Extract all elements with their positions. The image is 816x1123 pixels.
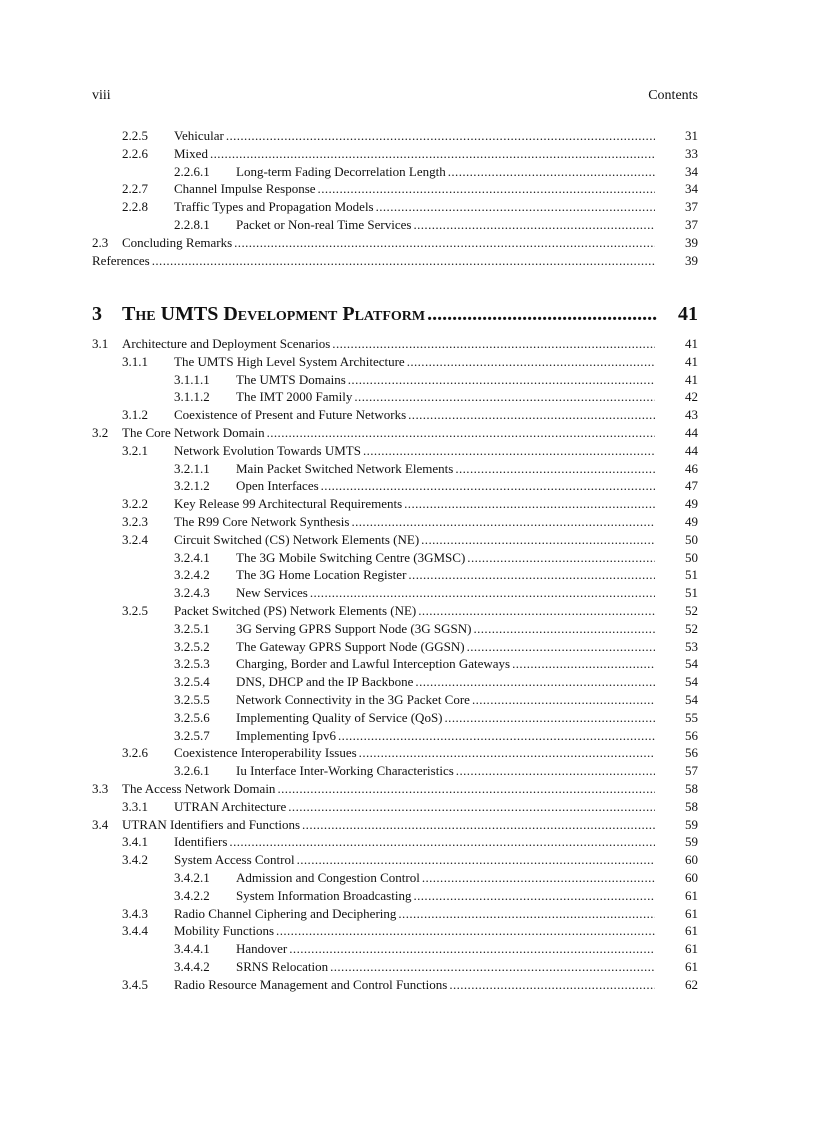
- leader-dots: [408, 566, 655, 584]
- toc-entry-number: 3.2.1: [122, 442, 148, 458]
- leader-dots: [330, 958, 655, 976]
- leader-dots: [321, 477, 655, 495]
- toc-entry[interactable]: [92, 887, 698, 905]
- leader-dots: [413, 887, 655, 905]
- toc-entry-number: 3.2.4.3: [174, 585, 210, 601]
- toc-entry-title: UTRAN Architecture: [174, 798, 287, 814]
- leader-dots: [277, 780, 655, 798]
- toc-entry-title: Coexistence Interoperability Issues: [174, 745, 357, 761]
- toc-entry-number: 3.1.1.2: [174, 389, 210, 405]
- toc-entry[interactable]: [92, 762, 698, 780]
- toc-entry-title: Circuit Switched (CS) Network Elements (NE): [174, 531, 420, 547]
- leader-dots: [288, 798, 655, 816]
- toc-entry-title: Mobility Functions: [174, 923, 275, 939]
- toc-entry-title: Charging, Border and Lawful Interception Gateways: [236, 656, 511, 672]
- toc-entry-title: Key Release 99 Architectural Requirements: [174, 496, 403, 512]
- toc-list-top: [92, 127, 698, 269]
- toc-entry[interactable]: [92, 163, 698, 181]
- toc-entry-title: DNS, DHCP and the IP Backbone: [236, 674, 414, 690]
- toc-entry-page: 34: [685, 181, 698, 197]
- toc-entry-number: 2.2.8: [122, 199, 148, 215]
- toc-entry-page: 60: [685, 852, 698, 868]
- leader-dots: [210, 145, 655, 163]
- toc-entry-title: The UMTS Domains: [236, 371, 346, 387]
- toc-entry-number: 3.3.1: [122, 798, 148, 814]
- toc-entry[interactable]: [92, 234, 698, 252]
- toc-entry-number: 3.1.2: [122, 407, 148, 423]
- toc-entry-number: 3.2.5.7: [174, 727, 210, 743]
- toc-entry-page: 61: [685, 941, 698, 957]
- toc-entry-page: 39: [685, 234, 698, 250]
- toc-entry-number: 2.2.5: [122, 128, 148, 143]
- leader-dots: [415, 673, 655, 691]
- toc-entry[interactable]: [92, 127, 698, 145]
- toc-entry-title: Mixed: [174, 145, 208, 161]
- toc-entry-title: Traffic Types and Propagation Models: [174, 199, 374, 215]
- toc-entry-number: 3.4: [92, 816, 109, 832]
- leader-dots: [289, 940, 655, 958]
- toc-entry[interactable]: [92, 940, 698, 958]
- toc-entry-number: 3.4.2: [122, 852, 148, 868]
- chapter-page-number: 41: [678, 303, 698, 325]
- leader-dots: [445, 709, 655, 727]
- toc-list-main: [92, 335, 698, 993]
- toc-entry-title: Admission and Congestion Control: [236, 869, 420, 885]
- chapter-title: The UMTS Development Platform: [122, 303, 426, 325]
- leader-dots: [472, 691, 655, 709]
- toc-entry[interactable]: [92, 922, 698, 940]
- toc-entry-title: Channel Impulse Response: [174, 181, 316, 197]
- leader-dots: [408, 406, 655, 424]
- running-header: [92, 86, 698, 106]
- toc-entry[interactable]: [92, 549, 698, 567]
- toc-entry[interactable]: [92, 833, 698, 851]
- toc-entry-page: 49: [685, 513, 698, 529]
- toc-entry-title: Long-term Fading Decorrelation Length: [236, 163, 446, 179]
- toc-entry[interactable]: [92, 744, 698, 762]
- toc-entry-page: 39: [685, 252, 698, 268]
- leader-dots: [449, 976, 655, 994]
- toc-entry-title: The Access Network Domain: [122, 780, 276, 796]
- leader-dots: [455, 460, 655, 478]
- toc-entry-title: The UMTS High Level System Architecture: [174, 353, 405, 369]
- toc-entry[interactable]: [92, 531, 698, 549]
- toc-entry-title: Architecture and Deployment Scenarios: [122, 336, 331, 351]
- toc-entry-page: 61: [685, 958, 698, 974]
- toc-entry-title: The R99 Core Network Synthesis: [174, 513, 350, 529]
- section-label: Contents: [648, 88, 698, 103]
- leader-dots: [318, 180, 655, 198]
- toc-entry[interactable]: [92, 869, 698, 887]
- toc-entry[interactable]: [92, 216, 698, 234]
- toc-entry-title: Vehicular: [174, 128, 224, 143]
- toc-entry[interactable]: [92, 252, 698, 270]
- leader-dots: [302, 816, 655, 834]
- toc-entry-number: 3.2.6.1: [174, 763, 210, 779]
- leader-dots: [422, 869, 655, 887]
- toc-entry-page: 51: [685, 585, 698, 601]
- toc-entry[interactable]: [92, 335, 698, 353]
- page-number-label: viii: [92, 88, 111, 103]
- toc-entry-title: SRNS Relocation: [236, 958, 329, 974]
- toc-entry-number: 3.1.1.1: [174, 371, 210, 387]
- leader-dots: [467, 549, 655, 567]
- leader-dots: [297, 851, 655, 869]
- toc-entry-page: 61: [685, 923, 698, 939]
- toc-entry-number: 3.2.4: [122, 531, 148, 547]
- toc-entry-page: 51: [685, 567, 698, 583]
- toc-entry-number: 3.2.5.2: [174, 638, 210, 654]
- toc-entry-title: 3G Serving GPRS Support Node (3G SGSN): [236, 620, 472, 636]
- toc-entry-number: 3.4.2.1: [174, 869, 210, 885]
- toc-entry-number: 3.4.1: [122, 834, 148, 850]
- leader-dots: [376, 198, 655, 216]
- toc-entry-page: 42: [685, 389, 698, 405]
- toc-entry-page: 53: [685, 638, 698, 654]
- toc-entry-page: 52: [685, 602, 698, 618]
- toc-entry-page: 41: [685, 371, 698, 387]
- leader-dots: [512, 655, 655, 673]
- toc-entry-title: Iu Interface Inter-Working Characteristics: [236, 763, 454, 779]
- toc-entry-page: 52: [685, 620, 698, 636]
- leader-dots: [359, 744, 655, 762]
- toc-entry-number: 3.2: [92, 424, 109, 440]
- toc-entry-title: The 3G Home Location Register: [236, 567, 407, 583]
- toc-entry-number: 2.3: [92, 234, 109, 250]
- toc-entry[interactable]: [92, 388, 698, 406]
- toc-entry-number: 2.2.6: [122, 145, 148, 161]
- toc-entry-title: Coexistence of Present and Future Networks: [174, 407, 407, 423]
- toc-entry-number: 3.2.5.6: [174, 709, 210, 725]
- toc-entry[interactable]: [92, 477, 698, 495]
- toc-entry[interactable]: [92, 602, 698, 620]
- toc-entry-number: 3.2.5.3: [174, 656, 210, 672]
- toc-entry-page: 54: [685, 674, 698, 690]
- toc-entry-number: 3.2.1.1: [174, 460, 210, 476]
- toc-entry-number: 3.4.2.2: [174, 887, 210, 903]
- chapter-number: 3: [92, 303, 102, 325]
- toc-entry-title: Radio Channel Ciphering and Deciphering: [174, 905, 397, 921]
- toc-entry-number: 3.2.1.2: [174, 478, 210, 494]
- leader-dots: [229, 833, 655, 851]
- toc-entry[interactable]: [92, 353, 698, 371]
- toc-entry-number: 3.4.4.2: [174, 958, 210, 974]
- toc-entry-number: 2.2.8.1: [174, 216, 210, 232]
- toc-entry-title: Packet or Non-real Time Services: [236, 216, 412, 232]
- toc-entry[interactable]: [92, 495, 698, 513]
- toc-entry-title: Open Interfaces: [236, 478, 319, 494]
- leader-dots: [418, 602, 655, 620]
- toc-entry-title: The 3G Mobile Switching Centre (3GMSC): [236, 549, 466, 565]
- toc-entry-title: The Gateway GPRS Support Node (GGSN): [236, 638, 465, 654]
- leader-dots: [226, 127, 655, 145]
- leader-dots: [310, 584, 655, 602]
- toc-entry-page: 61: [685, 905, 698, 921]
- toc-entry-title: Main Packet Switched Network Elements: [236, 460, 454, 476]
- toc-entry-page: 57: [685, 763, 698, 779]
- leader-dots: [404, 495, 655, 513]
- toc-entry-page: 41: [685, 336, 698, 351]
- toc-entry-title: Handover: [236, 941, 288, 957]
- toc-entry-page: 44: [685, 424, 698, 440]
- toc-entry-number: 2.2.6.1: [174, 163, 210, 179]
- toc-entry-title: Radio Resource Management and Control Functions: [174, 976, 448, 992]
- toc-entry-number: 3.2.5.5: [174, 691, 210, 707]
- leader-dots: [407, 353, 655, 371]
- toc-entry-title: Implementing Quality of Service (QoS): [236, 709, 443, 725]
- toc-entry-title: UTRAN Identifiers and Functions: [122, 816, 301, 832]
- toc-entry-page: 34: [685, 163, 698, 179]
- toc-entry[interactable]: [92, 905, 698, 923]
- toc-entry-title: References: [92, 252, 150, 268]
- toc-entry[interactable]: [92, 460, 698, 478]
- toc-entry-page: 56: [685, 727, 698, 743]
- leader-dots: [354, 388, 655, 406]
- toc-entry-title: Implementing Ipv6: [236, 727, 337, 743]
- leader-dots: [473, 620, 655, 638]
- toc-entry-number: 3.3: [92, 780, 109, 796]
- toc-entry[interactable]: [92, 638, 698, 656]
- leader-dots: [338, 727, 655, 745]
- toc-entry-page: 49: [685, 496, 698, 512]
- toc-entry[interactable]: [92, 198, 698, 216]
- toc-entry-number: 3.2.5.4: [174, 674, 210, 690]
- toc-entry-number: 2.2.7: [122, 181, 148, 197]
- leader-dots: [467, 638, 655, 656]
- toc-entry[interactable]: [92, 424, 698, 442]
- toc-entry-page: 50: [685, 531, 698, 547]
- toc-entry[interactable]: [92, 727, 698, 745]
- leader-dots: [332, 335, 655, 353]
- toc-entry-title: The Core Network Domain: [122, 424, 265, 440]
- toc-entry-page: 37: [685, 199, 698, 215]
- toc-entry-number: 3.2.4.1: [174, 549, 210, 565]
- leader-dots: [267, 424, 655, 442]
- toc-entry-page: 59: [685, 816, 698, 832]
- toc-entry[interactable]: [92, 780, 698, 798]
- toc-entry-page: 31: [685, 128, 698, 143]
- toc-entry-page: 37: [685, 216, 698, 232]
- leader-dots: [152, 252, 655, 270]
- toc-entry-page: 62: [685, 976, 698, 992]
- toc-entry-page: 55: [685, 709, 698, 725]
- chapter-leader-dots: [427, 297, 658, 331]
- toc-entry-page: 58: [685, 780, 698, 796]
- chapter-heading[interactable]: [92, 297, 698, 331]
- toc-entry[interactable]: [92, 976, 698, 994]
- toc-entry[interactable]: [92, 442, 698, 460]
- toc-entry-number: 3.2.6: [122, 745, 148, 761]
- toc-entry-page: 58: [685, 798, 698, 814]
- leader-dots: [413, 216, 655, 234]
- toc-entry-page: 33: [685, 145, 698, 161]
- toc-entry[interactable]: [92, 145, 698, 163]
- toc-entry[interactable]: [92, 673, 698, 691]
- toc-entry-page: 59: [685, 834, 698, 850]
- toc-entry[interactable]: [92, 709, 698, 727]
- toc-entry-title: System Information Broadcasting: [236, 887, 412, 903]
- toc-entry-page: 41: [685, 353, 698, 369]
- toc-entry[interactable]: [92, 180, 698, 198]
- toc-entry-page: 61: [685, 887, 698, 903]
- toc-entry-number: 3.4.4.1: [174, 941, 210, 957]
- leader-dots: [421, 531, 655, 549]
- toc-entry-page: 54: [685, 691, 698, 707]
- leader-dots: [398, 905, 655, 923]
- toc-entry-title: Concluding Remarks: [122, 234, 233, 250]
- toc-entry[interactable]: [92, 816, 698, 834]
- toc-entry-title: Packet Switched (PS) Network Elements (NE): [174, 602, 417, 618]
- toc-entry[interactable]: [92, 584, 698, 602]
- toc-entry-page: 47: [685, 478, 698, 494]
- toc-entry-number: 3.2.5.1: [174, 620, 210, 636]
- toc-entry-page: 46: [685, 460, 698, 476]
- toc-entry-page: 50: [685, 549, 698, 565]
- toc-entry[interactable]: [92, 798, 698, 816]
- leader-dots: [448, 163, 655, 181]
- toc-entry-title: Identifiers: [174, 834, 228, 850]
- toc-entry-number: 3.1: [92, 336, 109, 351]
- toc-entry[interactable]: [92, 691, 698, 709]
- leader-dots: [276, 922, 655, 940]
- toc-entry-title: The IMT 2000 Family: [236, 389, 353, 405]
- toc-entry-title: New Services: [236, 585, 308, 601]
- toc-entry-page: 43: [685, 407, 698, 423]
- toc-entry[interactable]: [92, 566, 698, 584]
- toc-entry-title: Network Evolution Towards UMTS: [174, 442, 361, 458]
- toc-entry-number: 3.1.1: [122, 353, 148, 369]
- toc-entry-title: Network Connectivity in the 3G Packet Core: [236, 691, 470, 707]
- toc-entry[interactable]: [92, 958, 698, 976]
- leader-dots: [351, 513, 655, 531]
- toc-entry-number: 3.4.5: [122, 976, 148, 992]
- leader-dots: [234, 234, 655, 252]
- toc-entry-number: 3.2.4.2: [174, 567, 210, 583]
- toc-entry-page: 60: [685, 869, 698, 885]
- toc-entry-page: 56: [685, 745, 698, 761]
- toc-entry[interactable]: [92, 655, 698, 673]
- toc-entry[interactable]: [92, 513, 698, 531]
- toc-entry-number: 3.4.3: [122, 905, 148, 921]
- toc-entry[interactable]: [92, 620, 698, 638]
- toc-entry-page: 54: [685, 656, 698, 672]
- toc-entry-number: 3.2.3: [122, 513, 148, 529]
- leader-dots: [348, 371, 655, 389]
- leader-dots: [456, 762, 655, 780]
- leader-dots: [363, 442, 655, 460]
- toc-entry-title: System Access Control: [174, 852, 295, 868]
- toc-entry[interactable]: [92, 851, 698, 869]
- toc-entry[interactable]: [92, 406, 698, 424]
- toc-entry-number: 3.2.5: [122, 602, 148, 618]
- toc-entry-page: 44: [685, 442, 698, 458]
- toc-entry-number: 3.4.4: [122, 923, 148, 939]
- toc-entry[interactable]: [92, 371, 698, 389]
- toc-entry-number: 3.2.2: [122, 496, 148, 512]
